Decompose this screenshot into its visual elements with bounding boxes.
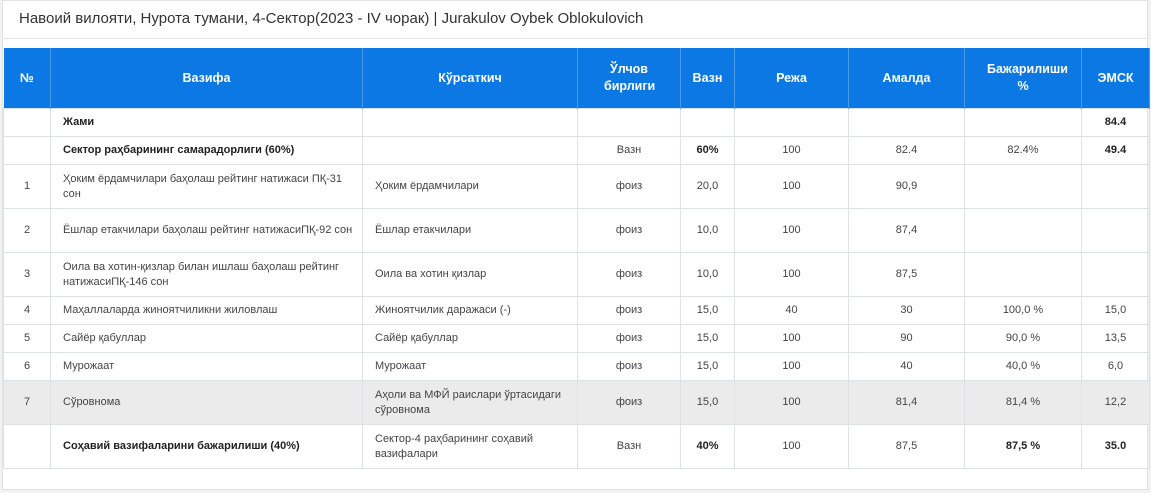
cell-emsk: 12,2 bbox=[1082, 381, 1150, 425]
cell-task: Соҳавий вазифаларини бажарилиши (40%) bbox=[51, 425, 363, 469]
cell-task: Маҳаллаларда жиноятчиликни жиловлаш bbox=[51, 297, 363, 325]
kpi-table bbox=[3, 48, 1150, 469]
cell-percent: 90,0 % bbox=[965, 325, 1082, 353]
cell-plan: 100 bbox=[735, 353, 849, 381]
col-header-plan[interactable]: Режа bbox=[735, 48, 849, 109]
table-row bbox=[4, 209, 1150, 253]
col-header-percent[interactable]: Бажарилиши % bbox=[965, 48, 1082, 109]
cell-percent bbox=[965, 109, 1082, 137]
cell-num: 6 bbox=[4, 353, 51, 381]
cell-unit: фоиз bbox=[578, 381, 681, 425]
cell-weight: 10,0 bbox=[681, 209, 735, 253]
col-header-actual[interactable]: Амалда bbox=[849, 48, 965, 109]
table-row-sectoral-tasks bbox=[4, 425, 1150, 469]
table-row bbox=[4, 297, 1150, 325]
cell-indicator bbox=[363, 137, 578, 165]
cell-indicator: Ёшлар етакчилари bbox=[363, 209, 578, 253]
cell-plan: 100 bbox=[735, 137, 849, 165]
cell-percent: 40,0 % bbox=[965, 353, 1082, 381]
cell-plan bbox=[735, 109, 849, 137]
cell-task: Жами bbox=[51, 109, 363, 137]
cell-num bbox=[4, 425, 51, 469]
cell-indicator: Мурожаат bbox=[363, 353, 578, 381]
cell-weight: 15,0 bbox=[681, 381, 735, 425]
cell-weight: 20,0 bbox=[681, 165, 735, 209]
cell-weight: 15,0 bbox=[681, 297, 735, 325]
cell-actual: 87,5 bbox=[849, 253, 965, 297]
cell-plan: 100 bbox=[735, 209, 849, 253]
cell-task: Ёшлар етакчилари баҳолаш рейтинг натижасиПҚ-92 сон bbox=[51, 209, 363, 253]
cell-unit: Вазн bbox=[578, 425, 681, 469]
table-header-row bbox=[4, 48, 1150, 109]
page-title: Навоий вилояти, Нурота тумани, 4-Сектор(2023 - IV чорак) | Jurakulov Oybek Oblokulovich bbox=[3, 1, 1147, 39]
cell-indicator: Жиноятчилик даражаси (-) bbox=[363, 297, 578, 325]
cell-indicator bbox=[363, 109, 578, 137]
col-header-task[interactable]: Вазифа bbox=[51, 48, 363, 109]
cell-percent bbox=[965, 209, 1082, 253]
cell-unit: фоиз bbox=[578, 297, 681, 325]
cell-plan: 100 bbox=[735, 325, 849, 353]
cell-percent: 100,0 % bbox=[965, 297, 1082, 325]
cell-emsk: 49.4 bbox=[1082, 137, 1150, 165]
cell-task: Мурожаат bbox=[51, 353, 363, 381]
cell-emsk bbox=[1082, 209, 1150, 253]
table-row bbox=[4, 353, 1150, 381]
cell-percent bbox=[965, 165, 1082, 209]
cell-actual bbox=[849, 109, 965, 137]
cell-num bbox=[4, 137, 51, 165]
cell-unit: фоиз bbox=[578, 325, 681, 353]
cell-actual: 81,4 bbox=[849, 381, 965, 425]
cell-percent: 82.4% bbox=[965, 137, 1082, 165]
table-row-sector-efficiency bbox=[4, 137, 1150, 165]
cell-task: Сайёр қабуллар bbox=[51, 325, 363, 353]
cell-task: Сўровнома bbox=[51, 381, 363, 425]
cell-indicator: Сайёр қабуллар bbox=[363, 325, 578, 353]
cell-num: 3 bbox=[4, 253, 51, 297]
cell-emsk bbox=[1082, 253, 1150, 297]
cell-weight: 10,0 bbox=[681, 253, 735, 297]
cell-weight: 60% bbox=[681, 137, 735, 165]
cell-unit bbox=[578, 109, 681, 137]
cell-actual: 82.4 bbox=[849, 137, 965, 165]
col-header-unit[interactable]: Ўлчов бирлиги bbox=[578, 48, 681, 109]
cell-actual: 87,4 bbox=[849, 209, 965, 253]
cell-emsk: 13,5 bbox=[1082, 325, 1150, 353]
cell-plan: 100 bbox=[735, 253, 849, 297]
cell-weight bbox=[681, 109, 735, 137]
cell-emsk: 6,0 bbox=[1082, 353, 1150, 381]
table-row bbox=[4, 325, 1150, 353]
cell-indicator: Сектор-4 раҳбарининг соҳавий вазифалари bbox=[363, 425, 578, 469]
cell-plan: 100 bbox=[735, 425, 849, 469]
cell-weight: 15,0 bbox=[681, 325, 735, 353]
cell-actual: 90,9 bbox=[849, 165, 965, 209]
cell-task: Сектор раҳбарининг самарадорлиги (60%) bbox=[51, 137, 363, 165]
cell-unit: фоиз bbox=[578, 353, 681, 381]
col-header-emsk[interactable]: ЭМСК bbox=[1082, 48, 1150, 109]
cell-indicator: Оила ва хотин қизлар bbox=[363, 253, 578, 297]
cell-num bbox=[4, 109, 51, 137]
cell-actual: 40 bbox=[849, 353, 965, 381]
cell-num: 4 bbox=[4, 297, 51, 325]
cell-num: 1 bbox=[4, 165, 51, 209]
cell-num: 2 bbox=[4, 209, 51, 253]
col-header-indicator[interactable]: Кўрсаткич bbox=[363, 48, 578, 109]
cell-task: Оила ва хотин-қизлар билан ишлаш баҳолаш рейтинг натижасиПҚ-146 сон bbox=[51, 253, 363, 297]
table-row bbox=[4, 253, 1150, 297]
cell-plan: 40 bbox=[735, 297, 849, 325]
cell-emsk: 35.0 bbox=[1082, 425, 1150, 469]
report-card bbox=[2, 0, 1148, 490]
cell-unit: Вазн bbox=[578, 137, 681, 165]
cell-unit: фоиз bbox=[578, 253, 681, 297]
table-row-highlighted[interactable] bbox=[4, 381, 1150, 425]
col-header-number[interactable]: № bbox=[4, 48, 51, 109]
cell-unit: фоиз bbox=[578, 209, 681, 253]
cell-actual: 87,5 bbox=[849, 425, 965, 469]
cell-emsk bbox=[1082, 165, 1150, 209]
cell-percent: 81,4 % bbox=[965, 381, 1082, 425]
cell-percent bbox=[965, 253, 1082, 297]
cell-emsk: 15,0 bbox=[1082, 297, 1150, 325]
col-header-weight[interactable]: Вазн bbox=[681, 48, 735, 109]
cell-weight: 15,0 bbox=[681, 353, 735, 381]
table-row bbox=[4, 165, 1150, 209]
table-row-total bbox=[4, 109, 1150, 137]
cell-indicator: Ҳоким ёрдамчилари bbox=[363, 165, 578, 209]
cell-num: 5 bbox=[4, 325, 51, 353]
cell-percent: 87,5 % bbox=[965, 425, 1082, 469]
cell-actual: 30 bbox=[849, 297, 965, 325]
cell-task: Ҳоким ёрдамчилари баҳолаш рейтинг натижаси ПҚ-31 сон bbox=[51, 165, 363, 209]
cell-emsk: 84.4 bbox=[1082, 109, 1150, 137]
cell-actual: 90 bbox=[849, 325, 965, 353]
cell-plan: 100 bbox=[735, 165, 849, 209]
cell-num: 7 bbox=[4, 381, 51, 425]
cell-plan: 100 bbox=[735, 381, 849, 425]
cell-indicator: Аҳоли ва МФЙ раислари ўртасидаги сўровнома bbox=[363, 381, 578, 425]
cell-weight: 40% bbox=[681, 425, 735, 469]
cell-unit: фоиз bbox=[578, 165, 681, 209]
